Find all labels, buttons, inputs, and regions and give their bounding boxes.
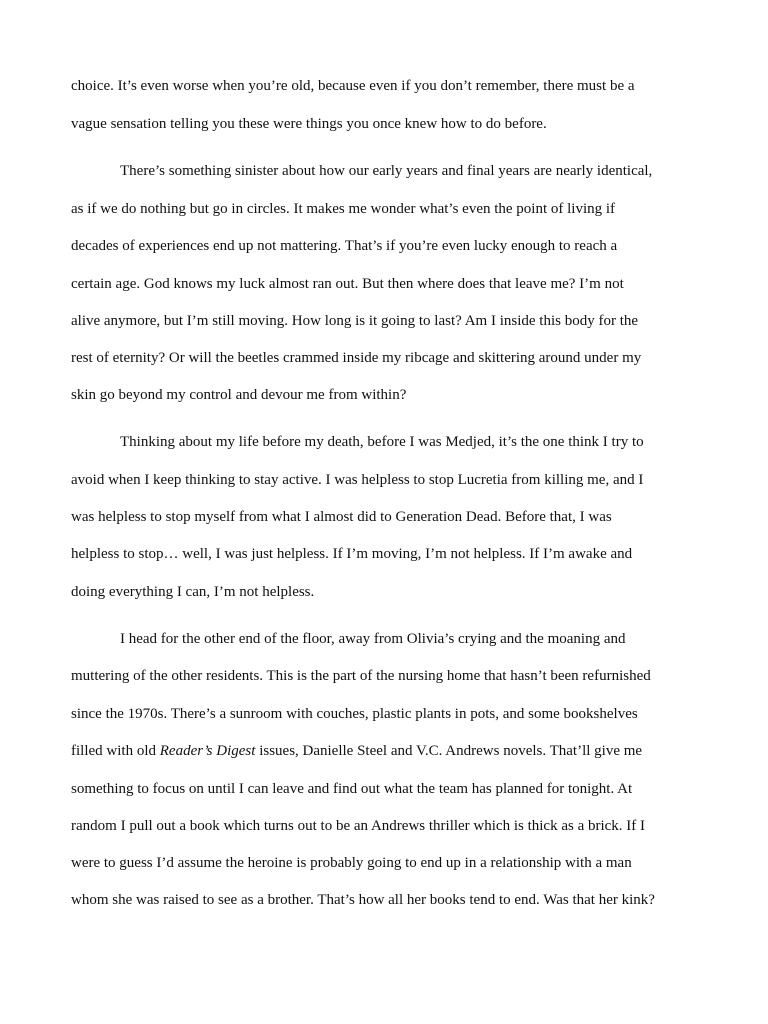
- paragraph-first-line: Thinking about my life before my death, before I was Medjed, it’s the one think I try to: [120, 434, 644, 450]
- text-line: something to focus on until I can leave and find out what the team has planned for tonight. At: [71, 781, 633, 797]
- text-line: helpless to stop… well, I was just helpless. If I’m moving, I’m not helpless. If I’m awake and: [71, 546, 633, 562]
- paragraph-first-line: There’s something sinister about how our early years and final years are nearly identical,: [120, 163, 653, 179]
- magazine-title: Reader’s Digest: [159, 743, 256, 759]
- text-line: random I pull out a book which turns out to be an Andrews thriller which is thick as a brick. If I: [71, 818, 646, 834]
- text-line: as if we do nothing but go in circles. It makes me wonder what’s even the point of living if: [71, 201, 616, 217]
- text-line: decades of experiences end up not mattering. That’s if you’re even lucky enough to reach a: [71, 238, 618, 254]
- text-line: choice. It’s even worse when you’re old, because even if you don’t remember, there must be a: [71, 78, 635, 94]
- paragraph-first-line: I head for the other end of the floor, away from Olivia’s crying and the moaning and: [120, 631, 626, 647]
- text-segment: issues, Danielle Steel and V.C. Andrews novels. That’ll give me: [255, 743, 643, 759]
- text-line: muttering of the other residents. This is the part of the nursing home that hasn’t been refurnished: [71, 668, 651, 684]
- text-line: certain age. God knows my luck almost ran out. But then where does that leave me? I’m not: [71, 276, 624, 292]
- text-segment: filled with old: [71, 743, 160, 759]
- text-line: was helpless to stop myself from what I almost did to Generation Dead. Before that, I was: [71, 509, 612, 525]
- text-line: alive anymore, but I’m still moving. How long is it going to last? Am I inside this body for the: [71, 313, 639, 329]
- text-line: were to guess I’d assume the heroine is probably going to end up in a relationship with a man: [71, 855, 632, 871]
- text-line: vague sensation telling you these were things you once knew how to do before.: [71, 116, 547, 132]
- text-line: skin go beyond my control and devour me from within?: [71, 387, 407, 403]
- text-line: rest of eternity? Or will the beetles crammed inside my ribcage and skittering around under my: [71, 350, 642, 366]
- text-line: doing everything I can, I’m not helpless.: [71, 584, 315, 600]
- text-line: since the 1970s. There’s a sunroom with couches, plastic plants in pots, and some bookshelves: [71, 706, 638, 722]
- text-line: avoid when I keep thinking to stay active. I was helpless to stop Lucretia from killing me, and I: [71, 472, 644, 488]
- text-line-with-italic: [71, 741, 642, 761]
- text-line: whom she was raised to see as a brother. That’s how all her books tend to end. Was that her kink?: [71, 892, 655, 908]
